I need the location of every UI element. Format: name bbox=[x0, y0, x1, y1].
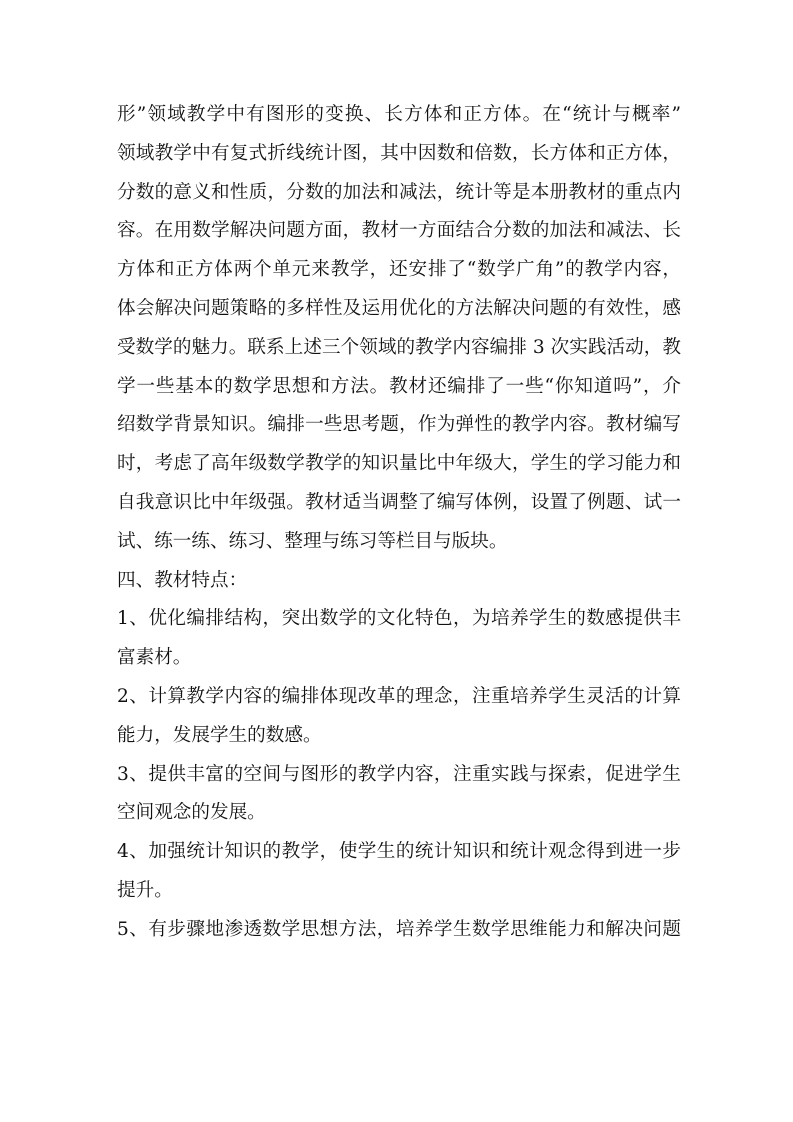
paragraph-line: 体会解决问题策略的多样性及运用优化的方法解决问题的有效性，感 bbox=[117, 297, 681, 319]
paragraph-line: 时，考虑了高年级数学教学的知识量比中年级大，学生的学习能力和 bbox=[117, 453, 681, 475]
paragraph-line: 受数学的魅力。联系上述三个领域的教学内容编排 3 次实践活动，教 bbox=[117, 336, 681, 358]
paragraph-line: 绍数学背景知识。编排一些思考题，作为弹性的教学内容。教材编写 bbox=[117, 414, 681, 436]
paragraph-line: 试、练一练、练习、整理与练习等栏目与版块。 bbox=[117, 530, 508, 552]
list-item-3: 3、提供丰富的空间与图形的教学内容，注重实践与探索，促进学生 bbox=[117, 763, 681, 785]
paragraph-line: 领域教学中有复式折线统计图，其中因数和倍数，长方体和正方体， bbox=[117, 142, 681, 164]
list-item-2-cont: 能力，发展学生的数感。 bbox=[117, 724, 322, 746]
paragraph-line: 形”领域教学中有图形的变换、长方体和正方体。在“统计与概率” bbox=[117, 104, 681, 125]
list-item-5: 5、有步骤地渗透数学思想方法，培养学生数学思维能力和解决问题 bbox=[117, 918, 681, 940]
list-item-1-cont: 富素材。 bbox=[117, 647, 192, 669]
section-heading: 四、教材特点： bbox=[117, 569, 248, 591]
document-body bbox=[117, 96, 681, 950]
list-item-4-cont: 提升。 bbox=[117, 879, 173, 901]
paragraph-line: 方体和正方体两个单元来教学，还安排了“数学广角”的教学内容， bbox=[117, 259, 681, 281]
list-item-1: 1、优化编排结构，突出数学的文化特色，为培养学生的数感提供丰 bbox=[117, 608, 681, 630]
paragraph-line: 自我意识比中年级强。教材适当调整了编写体例，设置了例题、试一 bbox=[117, 491, 681, 513]
paragraph-line: 学一些基本的数学思想和方法。教材还编排了一些“你知道吗”，介 bbox=[117, 375, 681, 397]
list-item-3-cont: 空间观念的发展。 bbox=[117, 802, 266, 824]
list-item-4: 4、加强统计知识的教学，使学生的统计知识和统计观念得到进一步 bbox=[117, 841, 681, 863]
paragraph-line: 分数的意义和性质，分数的加法和减法，统计等是本册教材的重点内 bbox=[117, 181, 681, 203]
list-item-2: 2、计算教学内容的编排体现改革的理念，注重培养学生灵活的计算 bbox=[117, 685, 681, 707]
paragraph-line: 容。在用数学解决问题方面，教材一方面结合分数的加法和减法、长 bbox=[117, 220, 681, 242]
